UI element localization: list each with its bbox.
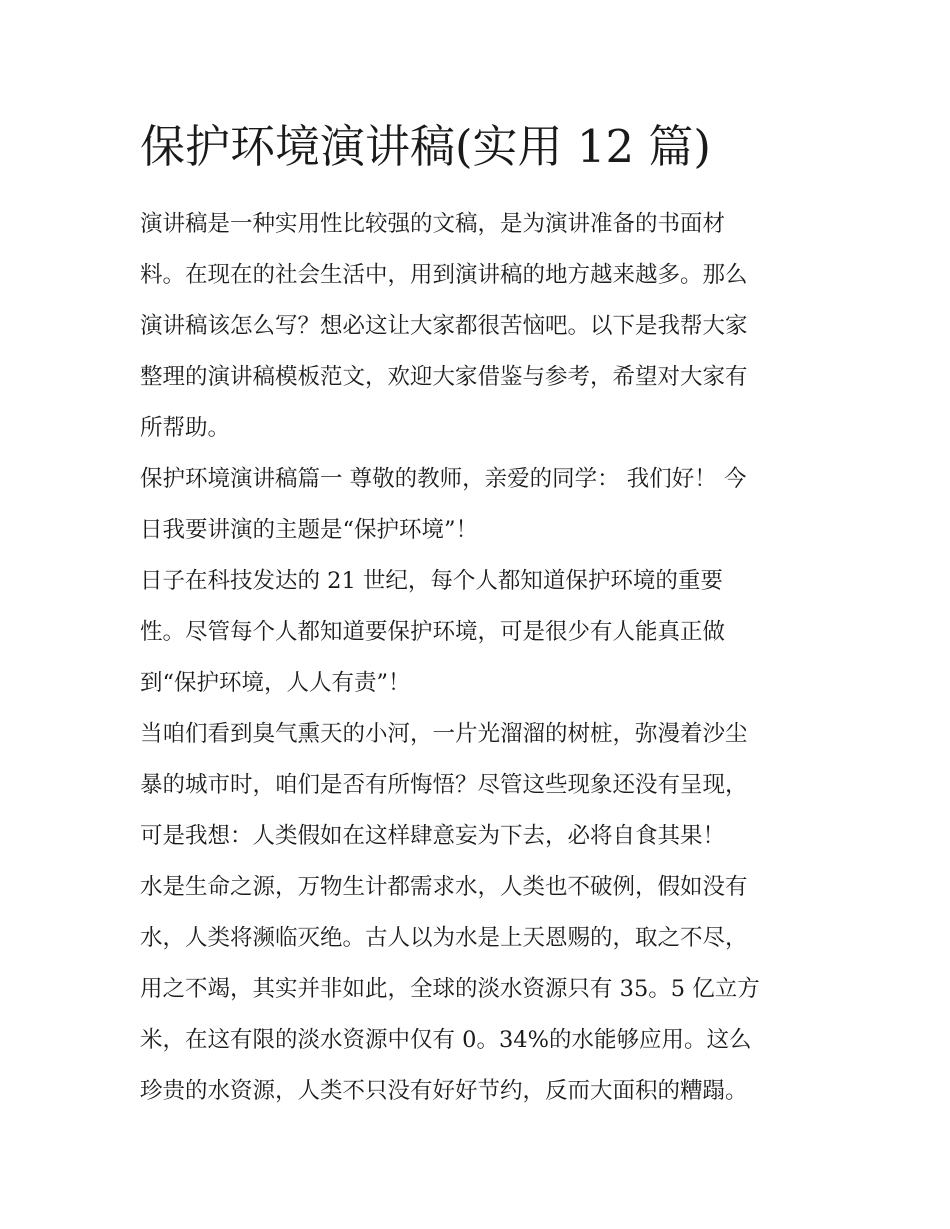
text-line: 所帮助。 bbox=[140, 415, 231, 441]
text-line: 用之不竭，其实并非如此，全球的淡水资源只有 35。5 亿立方 bbox=[140, 976, 760, 1002]
text-line: 日子在科技发达的 21 世纪，每个人都知道保护环境的重要 bbox=[140, 568, 723, 594]
text-line: 珍贵的水资源，人类不只没有好好节约，反而大面积的糟蹋。 bbox=[140, 1078, 748, 1104]
text-line: 保护环境演讲稿篇一 尊敬的教师，亲爱的同学： 我们好！ 今 bbox=[140, 466, 747, 492]
document-body bbox=[140, 201, 820, 1119]
text-line: 可是我想：人类假如在这样肆意妄为下去，必将自食其果！ bbox=[140, 823, 726, 849]
text-line: 料。在现在的社会生活中，用到演讲稿的地方越来越多。那么 bbox=[140, 262, 748, 288]
text-line: 暴的城市时，咱们是否有所悔悟？尽管这些现象还没有呈现， bbox=[140, 772, 748, 798]
document-title: 保护环境演讲稿(实用 12 篇) bbox=[140, 120, 711, 173]
text-line: 演讲稿是一种实用性比较强的文稿，是为演讲准备的书面材 bbox=[140, 211, 726, 237]
text-line: 水是生命之源，万物生计都需求水，人类也不破例，假如没有 bbox=[140, 874, 748, 900]
text-line: 水，人类将濒临灭绝。古人以为水是上天恩赐的，取之不尽， bbox=[140, 925, 748, 951]
text-line: 当咱们看到臭气熏天的小河，一片光溜溜的树桩，弥漫着沙尘 bbox=[140, 721, 748, 747]
text-line: 性。尽管每个人都知道要保护环境，可是很少有人能真正做 bbox=[140, 619, 726, 645]
text-line: 演讲稿该怎么写？想必这让大家都很苦恼吧。以下是我帮大家 bbox=[140, 313, 748, 339]
text-line: 日我要讲演的主题是“保护环境”！ bbox=[140, 517, 479, 543]
text-line: 到“保护环境，人人有责”！ bbox=[140, 670, 411, 696]
text-line: 整理的演讲稿模板范文，欢迎大家借鉴与参考，希望对大家有 bbox=[140, 364, 748, 390]
text-line: 米，在这有限的淡水资源中仅有 0。34%的水能够应用。这么 bbox=[140, 1027, 752, 1053]
